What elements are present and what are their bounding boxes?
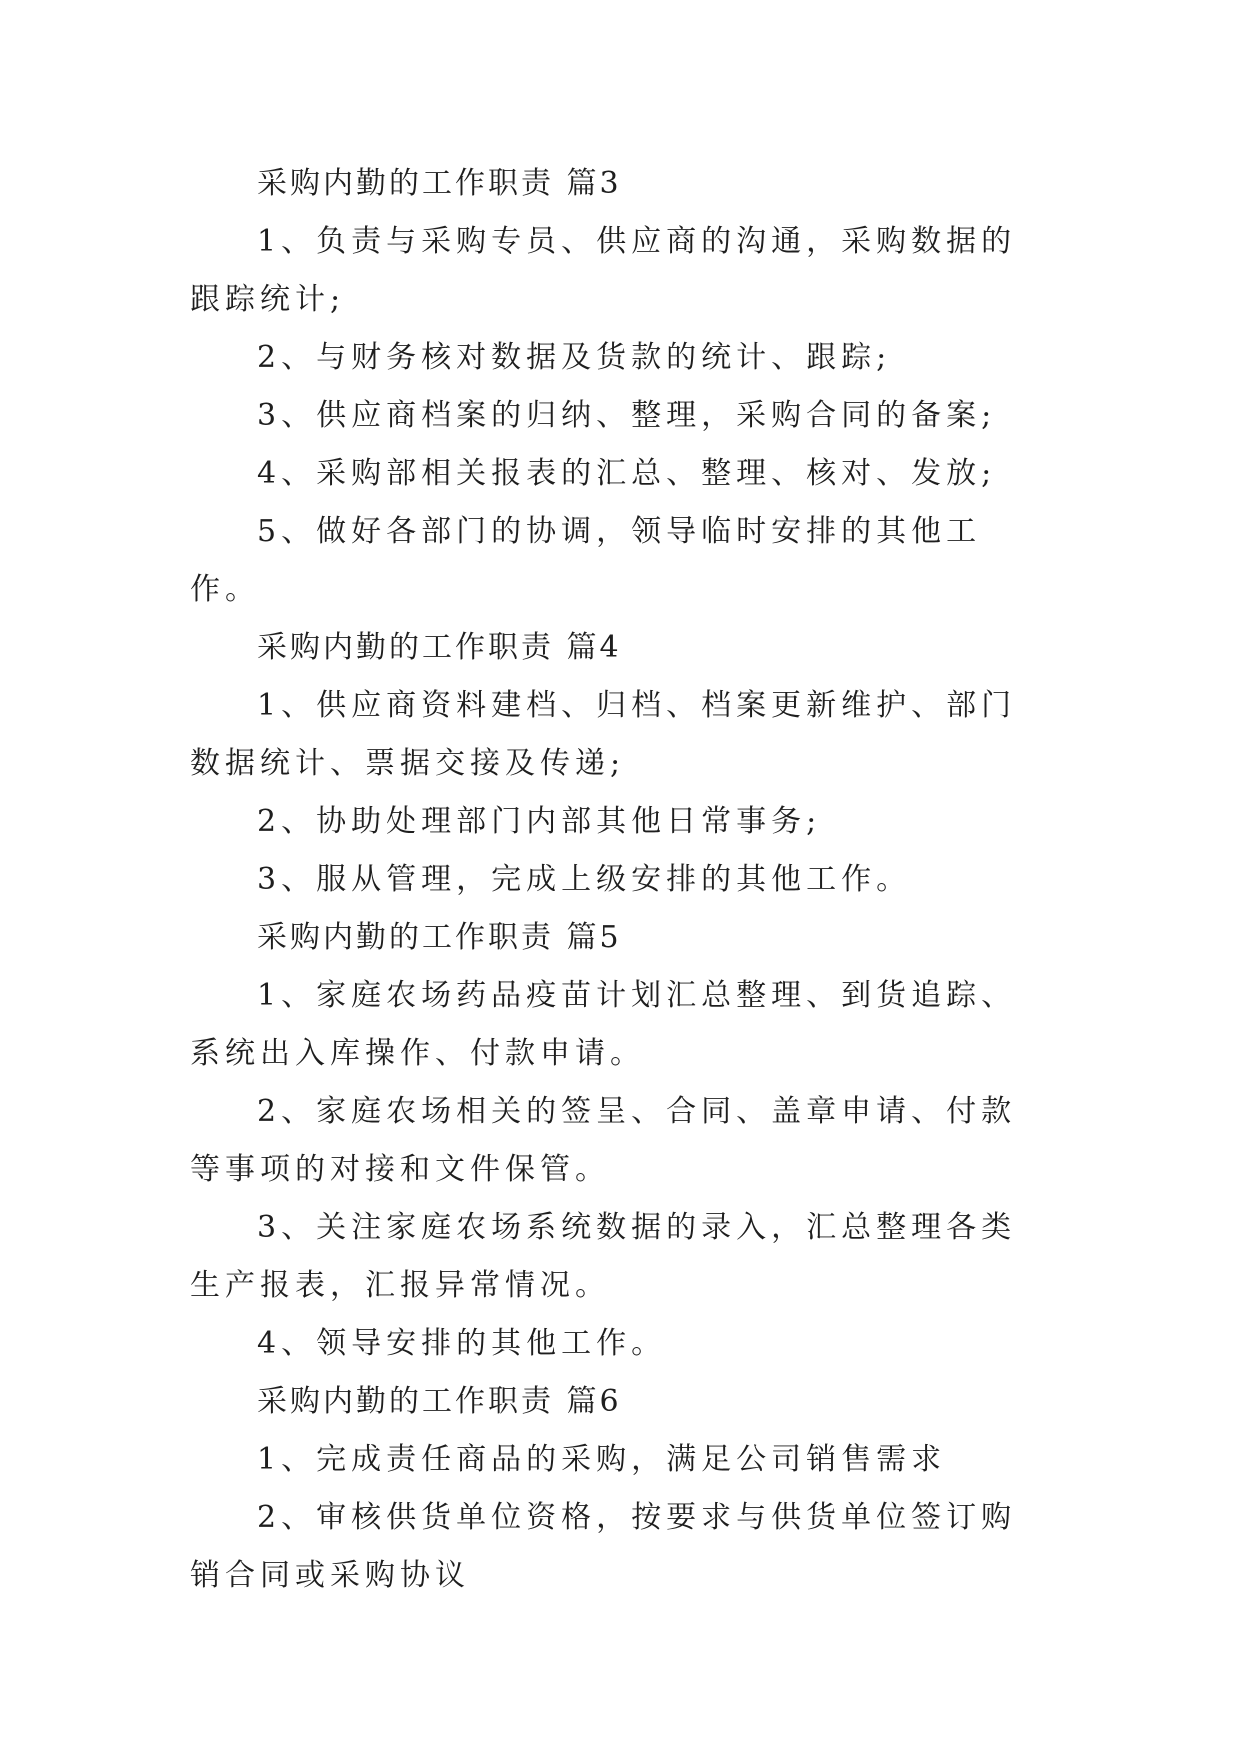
- duty-item: 2、与财务核对数据及货款的统计、跟踪;: [257, 340, 892, 375]
- duty-item: 1、负责与采购专员、供应商的沟通，采购数据的跟踪统计;: [190, 224, 1017, 317]
- duty-item: 1、供应商资料建档、归档、档案更新维护、部门数据统计、票据交接及传递;: [190, 688, 1017, 781]
- duty-item: 2、协助处理部门内部其他日常事务;: [257, 804, 822, 839]
- section-heading: 采购内勤的工作职责 篇5: [257, 920, 622, 955]
- duty-item: 2、家庭农场相关的签呈、合同、盖章申请、付款等事项的对接和文件保管。: [190, 1094, 1017, 1187]
- duty-item: 3、服从管理，完成上级安排的其他工作。: [257, 862, 912, 897]
- duty-item: 4、领导安排的其他工作。: [257, 1326, 667, 1361]
- duty-item: 3、供应商档案的归纳、整理，采购合同的备案;: [257, 398, 997, 433]
- duty-item: 1、完成责任商品的采购，满足公司销售需求: [257, 1442, 947, 1477]
- duty-item: 4、采购部相关报表的汇总、整理、核对、发放;: [257, 456, 997, 491]
- document-body: [190, 155, 1050, 1605]
- section-heading: 采购内勤的工作职责 篇3: [257, 166, 622, 201]
- duty-item: 5、做好各部门的协调，领导临时安排的其他工作。: [190, 514, 982, 607]
- duty-item: 3、关注家庭农场系统数据的录入，汇总整理各类生产报表，汇报异常情况。: [190, 1210, 1017, 1303]
- duty-item: 2、审核供货单位资格，按要求与供货单位签订购销合同或采购协议: [190, 1500, 1017, 1593]
- section-heading: 采购内勤的工作职责 篇6: [257, 1384, 622, 1419]
- section-heading: 采购内勤的工作职责 篇4: [257, 630, 622, 665]
- duty-item: 1、家庭农场药品疫苗计划汇总整理、到货追踪、系统出入库操作、付款申请。: [190, 978, 1017, 1071]
